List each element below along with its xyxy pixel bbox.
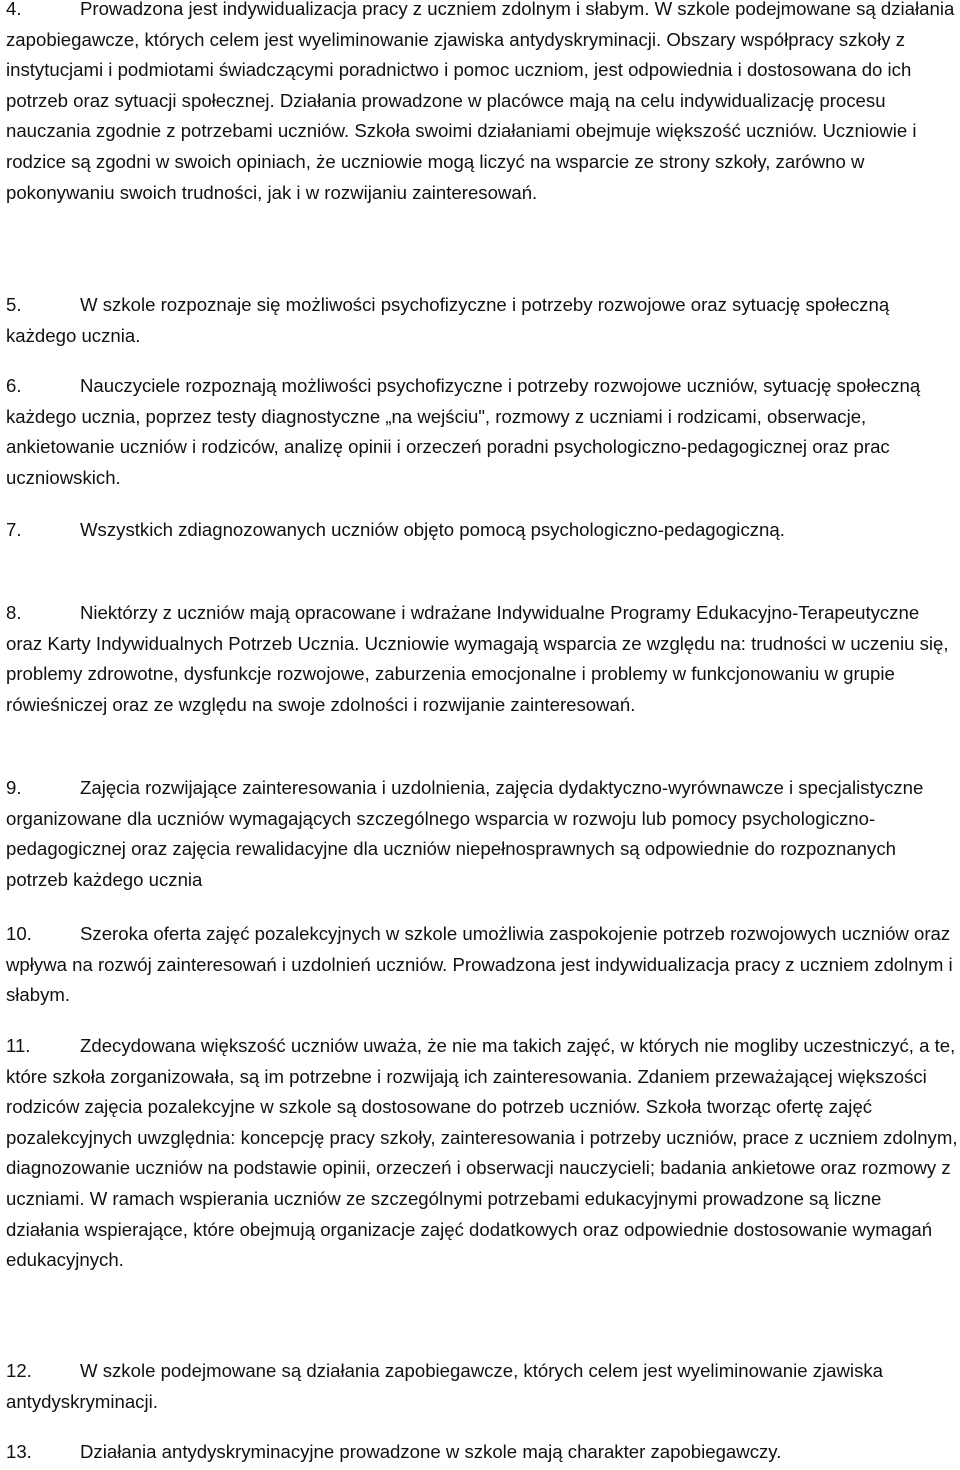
list-item <box>6 515 958 546</box>
list-item <box>6 1356 958 1417</box>
list-item <box>6 1031 958 1276</box>
list-item <box>6 1437 958 1468</box>
item-number: 12. <box>6 1360 32 1381</box>
list-item <box>6 919 958 1011</box>
item-number: 4. <box>6 0 22 19</box>
list-item <box>6 773 958 895</box>
list-item <box>6 371 958 493</box>
list-item <box>6 290 958 351</box>
item-text: Zdecydowana większość uczniów uważa, że nie ma takich zajęć, w których nie mogliby uczestniczyć, a te, które szkoła zorganizowała, są im potrzebne i rozwijają ich zainteresowania. Zdaniem przeważającej większości rodziców zajęcia pozalekcyjne w szkole są dostosowane do potrzeb uczniów. Szkoła tworząc ofertę zajęć pozalekcyjnych uwzględnia: koncepcję pracy szkoły, zainteresowania i potrzeby uczniów, prace z uczniem zdolnym, diagnozowanie uczniów na podstawie opinii, orzeczeń i obserwacji nauczycieli; badania ankietowe oraz rozmowy z uczniami. W ramach wspierania uczniów ze szczególnymi potrzebami edukacyjnymi prowadzone są liczne działania wspierające, które obejmują organizacje zajęć dodatkowych oraz odpowiednie dostosowanie wymagań edukacyjnych. <box>6 1035 958 1271</box>
item-number: 8. <box>6 602 22 623</box>
item-number: 5. <box>6 294 22 315</box>
item-text: Wszystkich zdiagnozowanych uczniów objęto pomocą psychologiczno-pedagogiczną. <box>80 519 785 540</box>
item-number: 10. <box>6 923 32 944</box>
item-text: Działania antydyskryminacyjne prowadzone w szkole mają charakter zapobiegawczy. <box>80 1441 782 1462</box>
item-number: 13. <box>6 1441 32 1462</box>
item-text: Zajęcia rozwijające zainteresowania i uzdolnienia, zajęcia dydaktyczno-wyrównawcze i specjalistyczne organizowane dla uczniów wymagających szczególnego wsparcia w rozwoju lub pomocy psychologiczno-pedagogicznej oraz zajęcia rewalidacyjne dla uczniów niepełnosprawnych są odpowiednie do rozpoznanych potrzeb każdego ucznia <box>6 777 924 890</box>
item-number: 11. <box>6 1035 31 1056</box>
item-text: Prowadzona jest indywidualizacja pracy z uczniem zdolnym i słabym. W szkole podejmowane są działania zapobiegawcze, których celem jest wyeliminowanie zjawiska antydyskryminacji. Obszary współpracy szkoły z instytucjami i podmiotami świadczącymi poradnictwo i pomoc uczniom, jest odpowiednia i dostosowana do ich potrzeb oraz sytuacji społecznej. Działania prowadzone w placówce mają na celu indywidualizację procesu nauczania zgodnie z potrzebami uczniów. Szkoła swoimi działaniami obejmuje większość uczniów. Uczniowie i rodzice są zgodni w swoich opiniach, że uczniowie mogą liczyć na wsparcie ze strony szkoły, zarówno w pokonywaniu swoich trudności, jak i w rozwijaniu zainteresowań. <box>6 0 955 203</box>
item-text: W szkole podejmowane są działania zapobiegawcze, których celem jest wyeliminowanie zjawiska antydyskryminacji. <box>6 1360 883 1412</box>
item-number: 9. <box>6 777 22 798</box>
item-text: Nauczyciele rozpoznają możliwości psychofizyczne i potrzeby rozwojowe uczniów, sytuację społeczną każdego ucznia, poprzez testy diagnostyczne „na wejściu", rozmowy z uczniami i rodzicami, obserwacje, ankietowanie uczniów i rodziców, analizę opinii i orzeczeń poradni psychologiczno-pedagogicznej oraz prac uczniowskich. <box>6 375 921 488</box>
item-text: Niektórzy z uczniów mają opracowane i wdrażane Indywidualne Programy Edukacyjno-Terapeutyczne oraz Karty Indywidualnych Potrzeb Ucznia. Uczniowie wymagają wsparcia ze względu na: trudności w uczeniu się, problemy zdrowotne, dysfunkcje rozwojowe, zaburzenia emocjonalne i problemy w funkcjonowaniu w grupie rówieśniczej oraz ze względu na swoje zdolności i rozwijanie zainteresowań. <box>6 602 949 715</box>
item-text: W szkole rozpoznaje się możliwości psychofizyczne i potrzeby rozwojowe oraz sytuację społeczną każdego ucznia. <box>6 294 890 346</box>
item-number: 6. <box>6 375 22 396</box>
item-text: Szeroka oferta zajęć pozalekcyjnych w szkole umożliwia zaspokojenie potrzeb rozwojowych uczniów oraz wpływa na rozwój zainteresowań i uzdolnień uczniów. Prowadzona jest indywidualizacja pracy z uczniem zdolnym i słabym. <box>6 923 953 1006</box>
list-item <box>6 598 958 720</box>
list-item <box>6 0 958 208</box>
item-number: 7. <box>6 519 22 540</box>
